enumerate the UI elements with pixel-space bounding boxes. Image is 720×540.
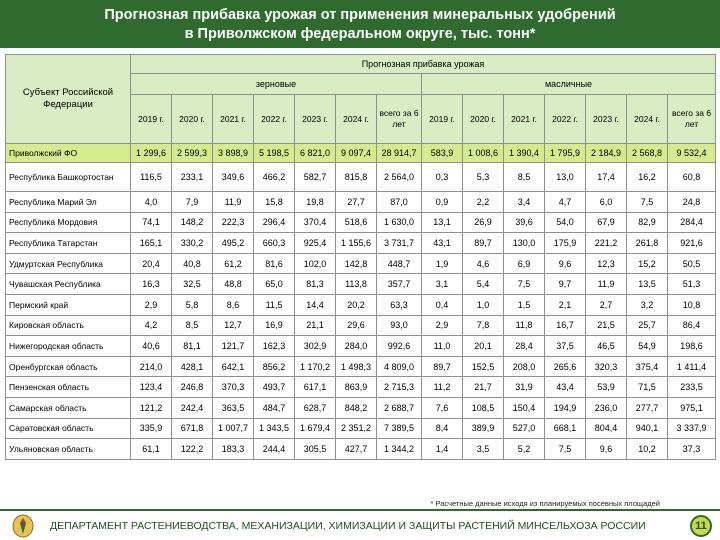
oil-value-cell: 3,2	[627, 294, 668, 315]
grain-value-cell: 642,1	[213, 356, 254, 377]
table-row	[6, 397, 716, 418]
oil-value-cell: 527,0	[504, 418, 545, 439]
grain-year-header: 2024 г.	[336, 95, 377, 144]
region-name-cell: Пензенская область	[6, 377, 131, 398]
oil-year-header: 2022 г.	[545, 95, 586, 144]
oil-value-cell: 25,7	[627, 315, 668, 336]
grain-value-cell: 222,3	[213, 212, 254, 233]
oil-value-cell: 940,1	[627, 418, 668, 439]
page-number: 11	[690, 515, 712, 537]
oil-value-cell: 2,2	[463, 192, 504, 213]
grain-value-cell: 925,4	[295, 233, 336, 254]
oil-value-cell: 233,5	[668, 377, 716, 398]
grain-value-cell: 32,5	[172, 274, 213, 295]
table-row	[6, 418, 716, 439]
grain-value-cell: 582,7	[295, 163, 336, 192]
table-row	[6, 439, 716, 460]
oil-value-cell: 37,5	[545, 336, 586, 357]
grain-value-cell: 335,9	[131, 418, 172, 439]
grain-value-cell: 363,5	[213, 397, 254, 418]
grain-value-cell: 148,2	[172, 212, 213, 233]
grain-value-cell: 4 809,0	[377, 356, 422, 377]
grain-group-header: зерновые	[131, 74, 422, 95]
oil-value-cell: 24,8	[668, 192, 716, 213]
grain-value-cell: 7,9	[172, 192, 213, 213]
oil-value-cell: 10,8	[668, 294, 716, 315]
grain-value-cell: 8,6	[213, 294, 254, 315]
table-row	[6, 356, 716, 377]
oil-value-cell: 7,8	[463, 315, 504, 336]
grain-value-cell: 2 599,3	[172, 144, 213, 163]
oil-value-cell: 2 568,8	[627, 144, 668, 163]
oil-value-cell: 31,9	[504, 377, 545, 398]
region-name-cell: Республика Мордовия	[6, 212, 131, 233]
region-name-cell: Самарская область	[6, 397, 131, 418]
grain-value-cell: 233,1	[172, 163, 213, 192]
grain-value-cell: 15,8	[254, 192, 295, 213]
grain-value-cell: 1 155,6	[336, 233, 377, 254]
oil-value-cell: 86,4	[668, 315, 716, 336]
region-name-cell: Пермский край	[6, 294, 131, 315]
grain-value-cell: 1 630,0	[377, 212, 422, 233]
table-row	[6, 212, 716, 233]
grain-year-header: 2021 г.	[213, 95, 254, 144]
oil-value-cell: 4,6	[463, 253, 504, 274]
table-row	[6, 274, 716, 295]
grain-value-cell: 493,7	[254, 377, 295, 398]
grain-value-cell: 122,2	[172, 439, 213, 460]
oil-value-cell: 11,0	[422, 336, 463, 357]
oil-value-cell: 1 795,9	[545, 144, 586, 163]
oil-value-cell: 1,5	[504, 294, 545, 315]
footnote: * Расчетные данные исходя из планируемых посевных площадей	[430, 499, 660, 508]
table-row	[6, 377, 716, 398]
grain-value-cell: 863,9	[336, 377, 377, 398]
oil-value-cell: 5,2	[504, 439, 545, 460]
grain-value-cell: 165,1	[131, 233, 172, 254]
oil-value-cell: 0,3	[422, 163, 463, 192]
main-header: Прогнозная прибавка урожая	[131, 55, 716, 74]
footer-divider	[0, 509, 720, 511]
grain-value-cell: 102,0	[295, 253, 336, 274]
grain-value-cell: 19,8	[295, 192, 336, 213]
oil-value-cell: 208,0	[504, 356, 545, 377]
subject-header: Субъект Российской Федерации	[6, 55, 131, 144]
oil-year-header: всего за 6 лет	[668, 95, 716, 144]
oil-value-cell: 150,4	[504, 397, 545, 418]
grain-value-cell: 2 564,0	[377, 163, 422, 192]
grain-value-cell: 244,4	[254, 439, 295, 460]
oil-value-cell: 11,9	[586, 274, 627, 295]
region-name-cell: Чувашская Республика	[6, 274, 131, 295]
oil-value-cell: 43,4	[545, 377, 586, 398]
grain-value-cell: 518,6	[336, 212, 377, 233]
oil-value-cell: 375,4	[627, 356, 668, 377]
grain-value-cell: 4,2	[131, 315, 172, 336]
oil-value-cell: 284,4	[668, 212, 716, 233]
grain-value-cell: 5,8	[172, 294, 213, 315]
grain-value-cell: 1 299,6	[131, 144, 172, 163]
oil-value-cell: 7,5	[627, 192, 668, 213]
grain-year-header: 2019 г.	[131, 95, 172, 144]
grain-value-cell: 856,2	[254, 356, 295, 377]
grain-value-cell: 48,8	[213, 274, 254, 295]
oil-value-cell: 9 532,4	[668, 144, 716, 163]
oil-year-header: 2024 г.	[627, 95, 668, 144]
oil-value-cell: 46,5	[586, 336, 627, 357]
oil-value-cell: 2,1	[545, 294, 586, 315]
grain-value-cell: 113,8	[336, 274, 377, 295]
grain-value-cell: 242,4	[172, 397, 213, 418]
oil-value-cell: 265,6	[545, 356, 586, 377]
oil-year-header: 2019 г.	[422, 95, 463, 144]
oil-value-cell: 389,9	[463, 418, 504, 439]
grain-value-cell: 11,9	[213, 192, 254, 213]
grain-value-cell: 660,3	[254, 233, 295, 254]
oil-value-cell: 89,7	[422, 356, 463, 377]
grain-value-cell: 484,7	[254, 397, 295, 418]
table-row	[6, 253, 716, 274]
grain-value-cell: 2,9	[131, 294, 172, 315]
grain-year-header: всего за 6 лет	[377, 95, 422, 144]
grain-value-cell: 214,0	[131, 356, 172, 377]
grain-value-cell: 4,0	[131, 192, 172, 213]
grain-value-cell: 27,7	[336, 192, 377, 213]
oil-value-cell: 1,4	[422, 439, 463, 460]
oil-value-cell: 9,7	[545, 274, 586, 295]
grain-value-cell: 305,5	[295, 439, 336, 460]
table-row	[6, 315, 716, 336]
grain-value-cell: 93,0	[377, 315, 422, 336]
oil-value-cell: 16,2	[627, 163, 668, 192]
grain-value-cell: 116,5	[131, 163, 172, 192]
oil-value-cell: 9,6	[586, 439, 627, 460]
grain-value-cell: 284,0	[336, 336, 377, 357]
forecast-table-container	[5, 54, 715, 495]
table-row	[6, 192, 716, 213]
grain-value-cell: 1 343,5	[254, 418, 295, 439]
oil-value-cell: 6,9	[504, 253, 545, 274]
oil-value-cell: 320,3	[586, 356, 627, 377]
region-name-cell: Саратовская область	[6, 418, 131, 439]
oil-value-cell: 71,5	[627, 377, 668, 398]
oil-year-header: 2021 г.	[504, 95, 545, 144]
grain-value-cell: 2 715,3	[377, 377, 422, 398]
grain-value-cell: 330,2	[172, 233, 213, 254]
oil-value-cell: 3,1	[422, 274, 463, 295]
grain-value-cell: 2 351,2	[336, 418, 377, 439]
table-row	[6, 294, 716, 315]
oil-value-cell: 583,9	[422, 144, 463, 163]
region-name-cell: Удмуртская Республика	[6, 253, 131, 274]
oil-value-cell: 9,6	[545, 253, 586, 274]
grain-value-cell: 6 821,0	[295, 144, 336, 163]
region-name-cell: Ульяновская область	[6, 439, 131, 460]
oil-value-cell: 10,2	[627, 439, 668, 460]
grain-value-cell: 428,1	[172, 356, 213, 377]
oil-value-cell: 21,7	[463, 377, 504, 398]
oil-value-cell: 51,3	[668, 274, 716, 295]
grain-value-cell: 40,8	[172, 253, 213, 274]
oil-group-header: масличные	[422, 74, 716, 95]
oil-value-cell: 108,5	[463, 397, 504, 418]
grain-value-cell: 671,8	[172, 418, 213, 439]
oil-value-cell: 67,9	[586, 212, 627, 233]
oil-value-cell: 13,5	[627, 274, 668, 295]
oil-value-cell: 0,9	[422, 192, 463, 213]
oil-value-cell: 89,7	[463, 233, 504, 254]
oil-year-header: 2023 г.	[586, 95, 627, 144]
grain-value-cell: 11,5	[254, 294, 295, 315]
region-name-cell: Нижегородская область	[6, 336, 131, 357]
grain-value-cell: 370,4	[295, 212, 336, 233]
oil-value-cell: 152,5	[463, 356, 504, 377]
grain-value-cell: 8,5	[172, 315, 213, 336]
grain-value-cell: 20,4	[131, 253, 172, 274]
grain-value-cell: 81,6	[254, 253, 295, 274]
oil-value-cell: 16,7	[545, 315, 586, 336]
grain-value-cell: 2 688,7	[377, 397, 422, 418]
oil-value-cell: 4,7	[545, 192, 586, 213]
oil-value-cell: 15,2	[627, 253, 668, 274]
grain-year-header: 2023 г.	[295, 95, 336, 144]
region-name-cell: Республика Марий Эл	[6, 192, 131, 213]
grain-value-cell: 848,2	[336, 397, 377, 418]
oil-value-cell: 43,1	[422, 233, 463, 254]
footer	[0, 512, 720, 540]
grain-value-cell: 246,8	[172, 377, 213, 398]
grain-value-cell: 121,2	[131, 397, 172, 418]
oil-value-cell: 175,9	[545, 233, 586, 254]
grain-value-cell: 992,6	[377, 336, 422, 357]
grain-value-cell: 466,2	[254, 163, 295, 192]
oil-value-cell: 0,4	[422, 294, 463, 315]
oil-value-cell: 20,1	[463, 336, 504, 357]
grain-value-cell: 628,7	[295, 397, 336, 418]
oil-value-cell: 668,1	[545, 418, 586, 439]
emblem-icon	[12, 514, 34, 538]
oil-value-cell: 12,3	[586, 253, 627, 274]
oil-value-cell: 17,4	[586, 163, 627, 192]
grain-value-cell: 142,8	[336, 253, 377, 274]
oil-value-cell: 277,7	[627, 397, 668, 418]
grain-value-cell: 495,2	[213, 233, 254, 254]
grain-value-cell: 9 097,4	[336, 144, 377, 163]
grain-value-cell: 302,9	[295, 336, 336, 357]
grain-value-cell: 81,1	[172, 336, 213, 357]
table-body	[6, 144, 716, 460]
oil-value-cell: 39,6	[504, 212, 545, 233]
grain-value-cell: 5 198,5	[254, 144, 295, 163]
grain-value-cell: 427,7	[336, 439, 377, 460]
grain-value-cell: 123,4	[131, 377, 172, 398]
oil-value-cell: 53,9	[586, 377, 627, 398]
oil-value-cell: 261,8	[627, 233, 668, 254]
grain-value-cell: 370,3	[213, 377, 254, 398]
slide-title-line2: в Приволжском федеральном округе, тыс. тонн*	[184, 26, 536, 42]
grain-value-cell: 121,7	[213, 336, 254, 357]
oil-value-cell: 2,7	[586, 294, 627, 315]
oil-value-cell: 804,4	[586, 418, 627, 439]
region-name-cell: Оренбургская область	[6, 356, 131, 377]
oil-value-cell: 1 008,6	[463, 144, 504, 163]
oil-value-cell: 28,4	[504, 336, 545, 357]
oil-value-cell: 37,3	[668, 439, 716, 460]
grain-value-cell: 3 898,9	[213, 144, 254, 163]
grain-value-cell: 1 007,7	[213, 418, 254, 439]
grain-value-cell: 87,0	[377, 192, 422, 213]
grain-value-cell: 61,2	[213, 253, 254, 274]
grain-value-cell: 29,6	[336, 315, 377, 336]
region-name-cell: Республика Башкортостан	[6, 163, 131, 192]
grain-value-cell: 40,6	[131, 336, 172, 357]
forecast-table	[5, 54, 716, 460]
oil-value-cell: 5,4	[463, 274, 504, 295]
grain-year-header: 2020 г.	[172, 95, 213, 144]
grain-value-cell: 21,1	[295, 315, 336, 336]
oil-value-cell: 198,6	[668, 336, 716, 357]
oil-value-cell: 130,0	[504, 233, 545, 254]
oil-value-cell: 7,5	[504, 274, 545, 295]
oil-value-cell: 54,9	[627, 336, 668, 357]
oil-value-cell: 21,5	[586, 315, 627, 336]
oil-value-cell: 975,1	[668, 397, 716, 418]
region-name-cell: Кировская область	[6, 315, 131, 336]
grain-value-cell: 65,0	[254, 274, 295, 295]
grain-value-cell: 357,7	[377, 274, 422, 295]
table-row	[6, 336, 716, 357]
grain-value-cell: 617,1	[295, 377, 336, 398]
grain-value-cell: 61,1	[131, 439, 172, 460]
oil-value-cell: 54,0	[545, 212, 586, 233]
grain-value-cell: 1 344,2	[377, 439, 422, 460]
grain-value-cell: 296,4	[254, 212, 295, 233]
grain-value-cell: 1 170,2	[295, 356, 336, 377]
oil-value-cell: 2,9	[422, 315, 463, 336]
table-row	[6, 163, 716, 192]
region-name-cell: Республика Татарстан	[6, 233, 131, 254]
grain-value-cell: 14,4	[295, 294, 336, 315]
oil-value-cell: 11,2	[422, 377, 463, 398]
oil-year-header: 2020 г.	[463, 95, 504, 144]
oil-value-cell: 3,5	[463, 439, 504, 460]
oil-value-cell: 3,4	[504, 192, 545, 213]
region-name-cell: Приволжский ФО	[6, 144, 131, 163]
oil-value-cell: 1,9	[422, 253, 463, 274]
grain-value-cell: 63,3	[377, 294, 422, 315]
table-row	[6, 144, 716, 163]
oil-value-cell: 7,6	[422, 397, 463, 418]
oil-value-cell: 26,9	[463, 212, 504, 233]
grain-value-cell: 28 914,7	[377, 144, 422, 163]
oil-value-cell: 2 184,9	[586, 144, 627, 163]
grain-value-cell: 7 389,5	[377, 418, 422, 439]
grain-value-cell: 81,3	[295, 274, 336, 295]
grain-value-cell: 815,8	[336, 163, 377, 192]
oil-value-cell: 50,5	[668, 253, 716, 274]
oil-value-cell: 6,0	[586, 192, 627, 213]
oil-value-cell: 921,6	[668, 233, 716, 254]
oil-value-cell: 1 390,4	[504, 144, 545, 163]
oil-value-cell: 82,9	[627, 212, 668, 233]
oil-value-cell: 236,0	[586, 397, 627, 418]
oil-value-cell: 13,0	[545, 163, 586, 192]
oil-value-cell: 221,2	[586, 233, 627, 254]
grain-value-cell: 16,9	[254, 315, 295, 336]
oil-value-cell: 60,8	[668, 163, 716, 192]
slide-title-line1: Прогнозная прибавка урожая от применения минеральных удобрений	[104, 7, 616, 23]
oil-value-cell: 1 411,4	[668, 356, 716, 377]
grain-value-cell: 16,3	[131, 274, 172, 295]
slide-title	[0, 0, 720, 48]
oil-value-cell: 8,5	[504, 163, 545, 192]
grain-year-header: 2022 г.	[254, 95, 295, 144]
oil-value-cell: 1,0	[463, 294, 504, 315]
grain-value-cell: 20,2	[336, 294, 377, 315]
grain-value-cell: 12,7	[213, 315, 254, 336]
grain-value-cell: 1 498,3	[336, 356, 377, 377]
oil-value-cell: 8,4	[422, 418, 463, 439]
grain-value-cell: 448,7	[377, 253, 422, 274]
oil-value-cell: 7,5	[545, 439, 586, 460]
footer-department: ДЕПАРТАМЕНТ РАСТЕНИЕВОДСТВА, МЕХАНИЗАЦИИ, ХИМИЗАЦИИ И ЗАЩИТЫ РАСТЕНИЙ МИНСЕЛЬХОЗА РОССИИ	[50, 520, 646, 532]
oil-value-cell: 194,9	[545, 397, 586, 418]
grain-value-cell: 183,3	[213, 439, 254, 460]
grain-value-cell: 162,3	[254, 336, 295, 357]
grain-value-cell: 1 679,4	[295, 418, 336, 439]
table-row	[6, 233, 716, 254]
oil-value-cell: 3 337,9	[668, 418, 716, 439]
oil-value-cell: 13,1	[422, 212, 463, 233]
oil-value-cell: 11,8	[504, 315, 545, 336]
grain-value-cell: 74,1	[131, 212, 172, 233]
grain-value-cell: 349,6	[213, 163, 254, 192]
grain-value-cell: 3 731,7	[377, 233, 422, 254]
oil-value-cell: 5,3	[463, 163, 504, 192]
